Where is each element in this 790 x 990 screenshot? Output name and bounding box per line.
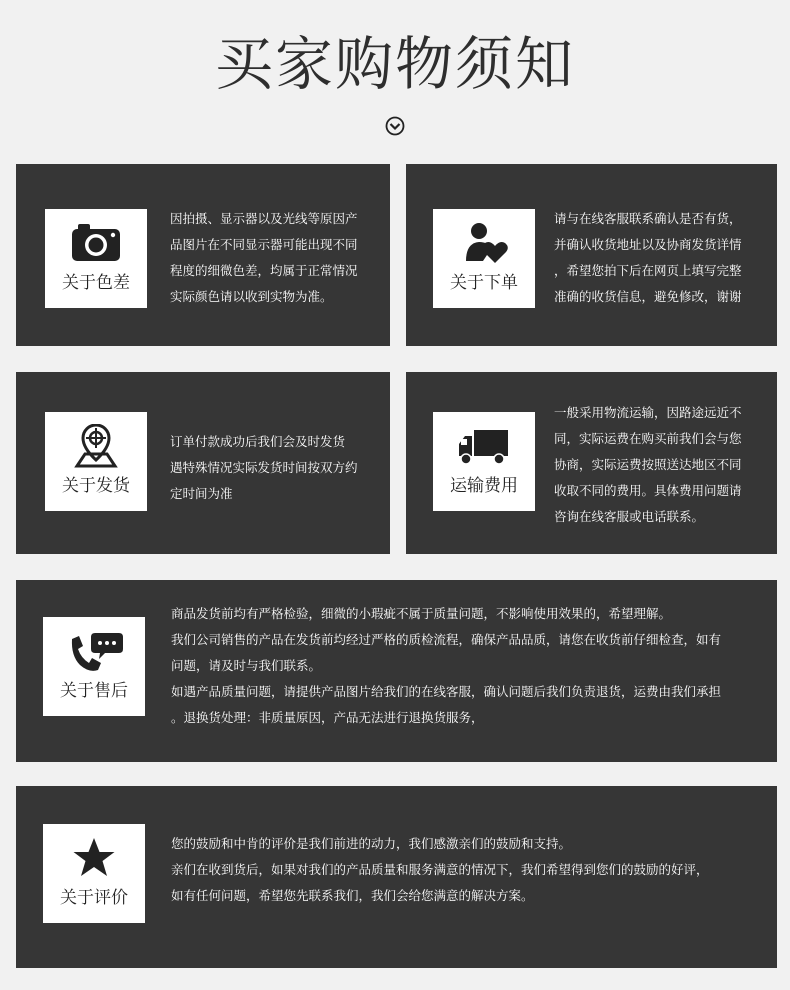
freight-label: 运输费用 (450, 476, 518, 496)
aftersale-text (171, 601, 771, 731)
aftersale-line: 问题，请及时与我们联系。 (171, 658, 322, 673)
review-line: 您的鼓励和中肯的评价是我们前进的动力，我们感激亲们的鼓励和支持。 (171, 836, 572, 851)
chevron-down-icon (385, 116, 405, 136)
order-card (433, 209, 535, 308)
page-title: 买家购物须知 (214, 30, 575, 98)
review-label: 关于评价 (60, 888, 128, 908)
review-line: 亲们在收到货后，如果对我们的产品质量和服务满意的情况下，我们希望得到您们的鼓励的好评， (171, 862, 709, 877)
review-text (171, 831, 771, 909)
shipping-panel (16, 372, 390, 554)
order-label: 关于下单 (450, 273, 518, 293)
star-icon (43, 836, 145, 880)
shipping-label: 关于发货 (62, 476, 130, 496)
location-pin-icon (45, 424, 147, 468)
color-difference-text: 因拍摄、显示器以及光线等原因产 品图片在不同显示器可能出现不同 程度的细微色差，均属于正常情况 实际颜色请以收到实物为准。 (170, 211, 358, 304)
shipping-card (45, 412, 147, 511)
aftersale-label: 关于售后 (60, 681, 128, 701)
freight-panel (406, 372, 777, 554)
order-text: 请与在线客服联系确认是否有货， 并确认收货地址以及协商发货详情 ，希望您拍下后在网页上填写完整 准确的收货信息，避免修改，谢谢 (554, 211, 742, 304)
freight-text: 一般采用物流运输，因路途远近不 同，实际运费在购买前我们会与您 协商，实际运费按照送达地区不同 收取不同的费用。具体费用问题请 咨询在线客服或电话联系。 (554, 405, 742, 524)
phone-chat-icon (43, 629, 145, 673)
color-difference-panel (16, 164, 390, 346)
truck-icon (433, 424, 535, 468)
aftersale-panel (16, 580, 777, 762)
color-difference-label: 关于色差 (62, 273, 130, 293)
review-card (43, 824, 145, 923)
user-heart-icon (433, 221, 535, 265)
color-difference-card (45, 209, 147, 308)
aftersale-line: 。退换货处理：非质量原因，产品无法进行退换货服务， (171, 710, 484, 725)
freight-card (433, 412, 535, 511)
aftersale-line: 如遇产品质量问题，请提供产品图片给我们的在线客服，确认问题后我们负责退货，运费由我们承担 (171, 684, 722, 699)
review-panel (16, 786, 777, 968)
camera-icon (45, 221, 147, 265)
aftersale-card (43, 617, 145, 716)
order-panel (406, 164, 777, 346)
aftersale-line: 商品发货前均有严格检验，细微的小瑕疵不属于质量问题，不影响使用效果的，希望理解。 (171, 606, 672, 621)
shipping-text: 订单付款成功后我们会及时发货 遇特殊情况实际发货时间按双方约 定时间为准 (170, 434, 358, 501)
aftersale-line: 我们公司销售的产品在发货前均经过严格的质检流程，确保产品品质，请您在收货前仔细检查，如有 (171, 632, 722, 647)
review-line: 如有任何问题，希望您先联系我们，我们会给您满意的解决方案。 (171, 888, 534, 903)
